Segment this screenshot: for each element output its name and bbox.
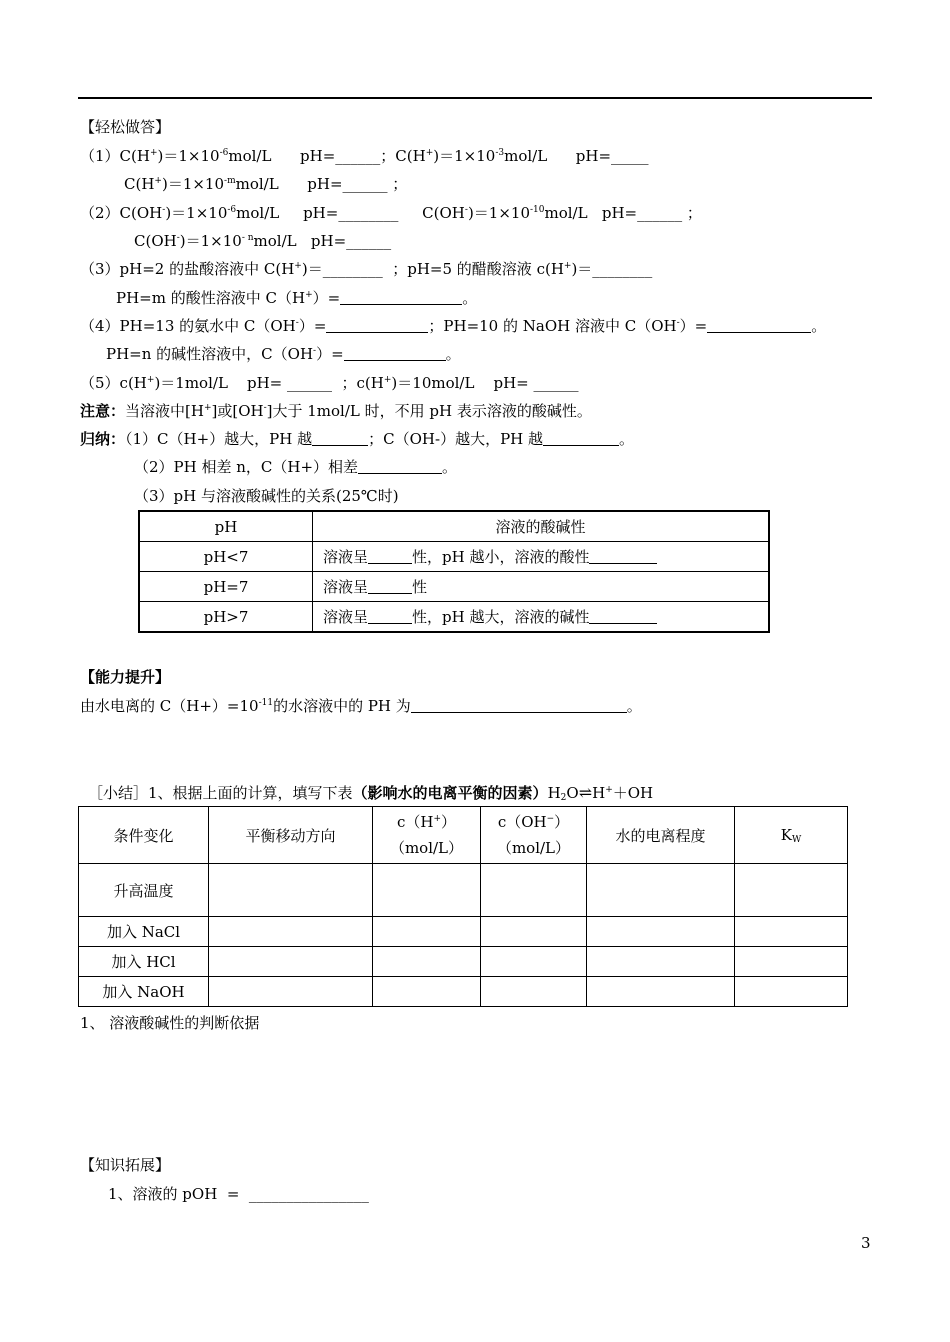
table-cell[interactable]	[481, 947, 587, 977]
table-row	[79, 977, 848, 1007]
table-header-row	[79, 807, 848, 864]
question-1-line-1: $(1)C(H^+)=1\times 10^{-6}mol/L$ pH=______；$C(H^+)=1\times 10^{-3}mol/L$ pH=_____	[80, 147, 649, 165]
table-header: 平衡移动方向	[209, 807, 373, 864]
blank[interactable]	[340, 289, 462, 305]
table-cell[interactable]	[373, 947, 481, 977]
table-header: $K_W$	[735, 807, 848, 864]
blank[interactable]	[312, 430, 368, 446]
header-rule	[78, 97, 872, 99]
table-row	[79, 864, 848, 917]
section-heading-easy-answer: 【轻松做答】	[80, 118, 171, 136]
table-cell[interactable]	[481, 864, 587, 917]
page-number: 3	[861, 1234, 871, 1252]
table-row	[139, 572, 769, 602]
blank[interactable]	[411, 697, 627, 713]
table-cell[interactable]	[735, 917, 848, 947]
blank[interactable]	[326, 317, 428, 333]
table-cell[interactable]	[373, 977, 481, 1007]
blank[interactable]	[589, 548, 657, 564]
table-cell: pH=7	[139, 572, 313, 602]
table-cell: pH>7	[139, 602, 313, 633]
table-cell: 升高温度	[79, 864, 209, 917]
equilibrium-arrow-icon: ⇌	[578, 783, 593, 802]
table-header: 溶液的酸碱性	[313, 511, 770, 542]
blank[interactable]	[368, 608, 412, 624]
summary-intro: ［小结］1、根据上面的计算，填写下表（影响水的电离平衡的因素）$H_2O\rightleftharpoons H^++OH$	[88, 783, 654, 803]
summary-2: （2）PH 相差 n，C（H+）相差 。	[134, 458, 458, 476]
table-cell: pH<7	[139, 542, 313, 572]
question-3-line-2: PH=m 的酸性溶液中 C（H+）= 。	[116, 289, 478, 307]
question-5: （5）c(H+)＝1mol/L pH= ______ ；c(H+)＝10mol/L pH= ______	[80, 374, 579, 392]
table-header: pH	[139, 511, 313, 542]
table-header: 水的电离程度	[587, 807, 735, 864]
table-cell[interactable]	[481, 917, 587, 947]
blank[interactable]	[707, 317, 811, 333]
question-4-line-1: （4）PH=13 的氨水中 C（OH-）= ；PH=10 的 NaOH 溶液中 C（OH-）= 。	[80, 317, 827, 335]
table-cell[interactable]	[209, 917, 373, 947]
ability-question: 由水电离的 $C(H+)=10^{-11}$的水溶液中的 PH 为 。	[80, 697, 642, 715]
section-heading-extension: 【知识拓展】	[80, 1156, 171, 1174]
table-cell[interactable]	[481, 977, 587, 1007]
table-cell: 加入 NaCl	[79, 917, 209, 947]
table-cell[interactable]	[587, 864, 735, 917]
note: 注意：当溶液中[H+]或[OH-]大于 1mol/L 时，不用 pH 表示溶液的酸碱性。	[80, 402, 592, 420]
question-2-line-2: $C(OH^-)=1\times 10^{- n}mol/L$ pH=______	[134, 232, 392, 250]
table-cell[interactable]	[587, 947, 735, 977]
table-cell[interactable]	[735, 977, 848, 1007]
table-cell: 溶液呈 性，pH 越小，溶液的酸性	[313, 542, 770, 572]
table-header: c（H+） （mol/L）	[373, 807, 481, 864]
table-cell: 加入 NaOH	[79, 977, 209, 1007]
question-3-line-1: （3）pH=2 的盐酸溶液中 C(H+)＝________ ；pH=5 的醋酸溶液 c(H+)＝________	[80, 260, 653, 278]
table-cell[interactable]	[209, 977, 373, 1007]
blank[interactable]	[368, 578, 412, 594]
table-cell[interactable]	[209, 947, 373, 977]
table-row	[139, 602, 769, 633]
blank[interactable]	[358, 458, 442, 474]
summary-1: 归纳：（1）C（H+）越大，PH 越 ；C（OH-）越大，PH 越 。	[80, 430, 635, 448]
table-cell[interactable]	[209, 864, 373, 917]
table-header: 条件变化	[79, 807, 209, 864]
table-cell[interactable]	[373, 917, 481, 947]
section-heading-ability: 【能力提升】	[80, 668, 171, 686]
table-row	[79, 917, 848, 947]
table-header: c（OH−） （mol/L）	[481, 807, 587, 864]
question-4-line-2: PH=n 的碱性溶液中，C（OH-）= 。	[106, 345, 461, 363]
table-cell[interactable]	[587, 917, 735, 947]
blank[interactable]	[344, 345, 446, 361]
ionization-factors-table	[78, 806, 848, 1007]
table-cell[interactable]	[587, 977, 735, 1007]
blank[interactable]	[589, 608, 657, 624]
table-row	[79, 947, 848, 977]
table-cell[interactable]	[373, 864, 481, 917]
table-cell: 溶液呈 性	[313, 572, 770, 602]
table-cell[interactable]	[735, 864, 848, 917]
table-cell: 加入 HCl	[79, 947, 209, 977]
blank[interactable]	[368, 548, 412, 564]
table-cell: 溶液呈 性，pH 越大，溶液的碱性	[313, 602, 770, 633]
question-2-line-1: $(2)C(OH^-)=1\times 10^{-6}mol/L$ pH=________ $C(OH^-)=1\times 10^{-10}mol/L$ pH=______ ；	[80, 204, 702, 222]
table-cell[interactable]	[735, 947, 848, 977]
acidity-basis-item: 1、 溶液酸碱性的判断依据	[80, 1014, 260, 1032]
table-header-row	[139, 511, 769, 542]
poh-definition: 1、溶液的 pOH = ________________	[108, 1185, 369, 1203]
question-1-line-2: $C(H^+)=1\times 10^{-m}mol/L$ pH=______ ；	[124, 175, 408, 193]
ph-acidity-table	[138, 510, 770, 633]
table-row	[139, 542, 769, 572]
summary-3: （3）pH 与溶液酸碱性的关系(25℃时)	[134, 487, 399, 505]
blank[interactable]	[543, 430, 619, 446]
